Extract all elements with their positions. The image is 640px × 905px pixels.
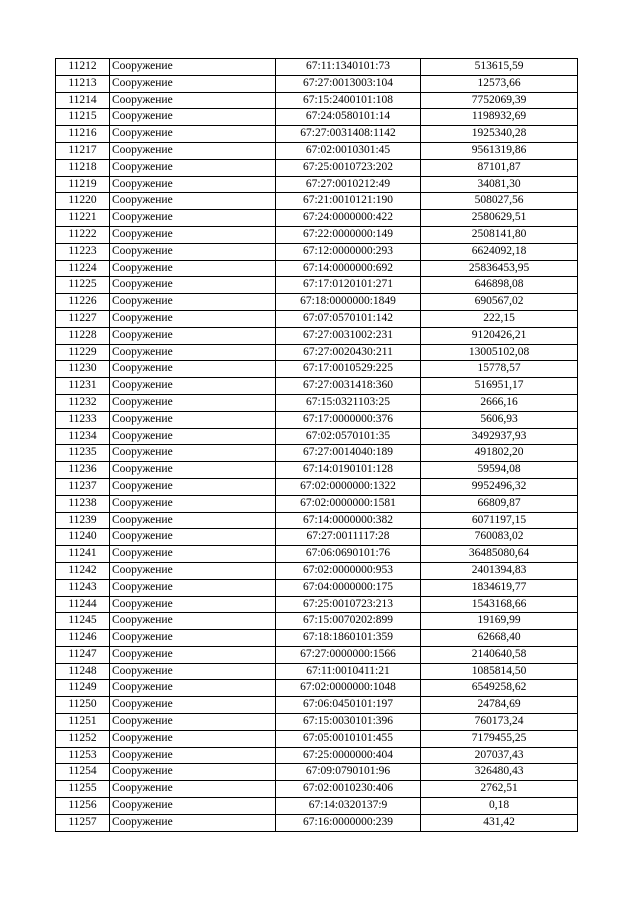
cadastral-value-cell: 7179455,25 xyxy=(421,730,578,747)
row-number-cell: 11240 xyxy=(56,529,110,546)
cadastral-number-cell: 67:22:0000000:149 xyxy=(276,226,421,243)
cadastral-number-cell: 67:25:0010723:202 xyxy=(276,159,421,176)
row-number-cell: 11213 xyxy=(56,75,110,92)
table-row xyxy=(56,59,578,76)
cadastral-value-cell: 326480,43 xyxy=(421,764,578,781)
table-row xyxy=(56,714,578,731)
cadastral-number-cell: 67:04:0000000:175 xyxy=(276,579,421,596)
cadastral-value-cell: 491802,20 xyxy=(421,445,578,462)
object-type-cell: Сооружение xyxy=(110,59,276,76)
row-number-cell: 11220 xyxy=(56,193,110,210)
object-type-cell: Сооружение xyxy=(110,142,276,159)
row-number-cell: 11225 xyxy=(56,277,110,294)
cadastral-value-cell: 5606,93 xyxy=(421,411,578,428)
object-type-cell: Сооружение xyxy=(110,730,276,747)
table-row xyxy=(56,428,578,445)
object-type-cell: Сооружение xyxy=(110,126,276,143)
object-type-cell: Сооружение xyxy=(110,445,276,462)
object-type-cell: Сооружение xyxy=(110,495,276,512)
table-row xyxy=(56,562,578,579)
table-row xyxy=(56,478,578,495)
row-number-cell: 11245 xyxy=(56,613,110,630)
cadastral-number-cell: 67:15:0070202:899 xyxy=(276,613,421,630)
object-type-cell: Сооружение xyxy=(110,75,276,92)
row-number-cell: 11241 xyxy=(56,546,110,563)
table-row xyxy=(56,142,578,159)
object-type-cell: Сооружение xyxy=(110,714,276,731)
table-row xyxy=(56,92,578,109)
cadastral-number-cell: 67:09:0790101:96 xyxy=(276,764,421,781)
table-row xyxy=(56,814,578,831)
cadastral-number-cell: 67:21:0010121:190 xyxy=(276,193,421,210)
cadastral-number-cell: 67:18:1860101:359 xyxy=(276,630,421,647)
row-number-cell: 11224 xyxy=(56,260,110,277)
cadastral-number-cell: 67:27:0000000:1566 xyxy=(276,646,421,663)
cadastral-value-cell: 760083,02 xyxy=(421,529,578,546)
table-row xyxy=(56,579,578,596)
cadastral-number-cell: 67:25:0000000:404 xyxy=(276,747,421,764)
table-row xyxy=(56,596,578,613)
cadastral-number-cell: 67:17:0010529:225 xyxy=(276,361,421,378)
row-number-cell: 11215 xyxy=(56,109,110,126)
cadastral-value-cell: 9561319,86 xyxy=(421,142,578,159)
table-row xyxy=(56,462,578,479)
cadastral-number-cell: 67:14:0000000:382 xyxy=(276,512,421,529)
object-type-cell: Сооружение xyxy=(110,747,276,764)
cadastral-value-cell: 36485080,64 xyxy=(421,546,578,563)
cadastral-number-cell: 67:15:0321103:25 xyxy=(276,394,421,411)
cadastral-value-cell: 1834619,77 xyxy=(421,579,578,596)
table-row xyxy=(56,260,578,277)
cadastral-number-cell: 67:27:0031408:1142 xyxy=(276,126,421,143)
cadastral-value-cell: 59594,08 xyxy=(421,462,578,479)
cadastral-number-cell: 67:02:0000000:1581 xyxy=(276,495,421,512)
cadastral-value-cell: 0,18 xyxy=(421,798,578,815)
row-number-cell: 11217 xyxy=(56,142,110,159)
row-number-cell: 11238 xyxy=(56,495,110,512)
object-type-cell: Сооружение xyxy=(110,411,276,428)
object-type-cell: Сооружение xyxy=(110,814,276,831)
row-number-cell: 11223 xyxy=(56,243,110,260)
object-type-cell: Сооружение xyxy=(110,478,276,495)
object-type-cell: Сооружение xyxy=(110,462,276,479)
table-row xyxy=(56,327,578,344)
table-row xyxy=(56,109,578,126)
object-type-cell: Сооружение xyxy=(110,92,276,109)
cadastral-value-cell: 1198932,69 xyxy=(421,109,578,126)
cadastral-number-cell: 67:18:0000000:1849 xyxy=(276,294,421,311)
cadastral-number-cell: 67:17:0120101:271 xyxy=(276,277,421,294)
row-number-cell: 11243 xyxy=(56,579,110,596)
table-row xyxy=(56,378,578,395)
object-type-cell: Сооружение xyxy=(110,109,276,126)
cadastral-number-cell: 67:05:0010101:455 xyxy=(276,730,421,747)
cadastral-number-cell: 67:27:0014040:189 xyxy=(276,445,421,462)
cadastral-value-cell: 66809,87 xyxy=(421,495,578,512)
table-row xyxy=(56,495,578,512)
cadastral-value-cell: 13005102,08 xyxy=(421,344,578,361)
table-row xyxy=(56,781,578,798)
object-type-cell: Сооружение xyxy=(110,764,276,781)
cadastral-number-cell: 67:14:0000000:692 xyxy=(276,260,421,277)
cadastral-value-cell: 6624092,18 xyxy=(421,243,578,260)
cadastral-value-cell: 431,42 xyxy=(421,814,578,831)
table-row xyxy=(56,294,578,311)
table-row xyxy=(56,310,578,327)
table-row xyxy=(56,226,578,243)
cadastral-number-cell: 67:07:0570101:142 xyxy=(276,310,421,327)
cadastral-number-cell: 67:14:0190101:128 xyxy=(276,462,421,479)
cadastral-value-cell: 24784,69 xyxy=(421,697,578,714)
row-number-cell: 11254 xyxy=(56,764,110,781)
cadastral-value-cell: 516951,17 xyxy=(421,378,578,395)
object-type-cell: Сооружение xyxy=(110,579,276,596)
table-row xyxy=(56,697,578,714)
table-row xyxy=(56,176,578,193)
cadastral-number-cell: 67:27:0010212:49 xyxy=(276,176,421,193)
object-type-cell: Сооружение xyxy=(110,697,276,714)
object-type-cell: Сооружение xyxy=(110,596,276,613)
object-type-cell: Сооружение xyxy=(110,226,276,243)
object-type-cell: Сооружение xyxy=(110,327,276,344)
cadastral-number-cell: 67:02:0000000:1322 xyxy=(276,478,421,495)
table-row xyxy=(56,277,578,294)
object-type-cell: Сооружение xyxy=(110,294,276,311)
table-row xyxy=(56,747,578,764)
object-type-cell: Сооружение xyxy=(110,344,276,361)
cadastral-number-cell: 67:27:0031418:360 xyxy=(276,378,421,395)
object-type-cell: Сооружение xyxy=(110,428,276,445)
cadastral-value-cell: 9120426,21 xyxy=(421,327,578,344)
object-type-cell: Сооружение xyxy=(110,562,276,579)
cadastral-value-table xyxy=(55,58,578,832)
row-number-cell: 11235 xyxy=(56,445,110,462)
row-number-cell: 11228 xyxy=(56,327,110,344)
object-type-cell: Сооружение xyxy=(110,613,276,630)
cadastral-value-cell: 6549258,62 xyxy=(421,680,578,697)
row-number-cell: 11257 xyxy=(56,814,110,831)
object-type-cell: Сооружение xyxy=(110,159,276,176)
cadastral-number-cell: 67:24:0580101:14 xyxy=(276,109,421,126)
row-number-cell: 11236 xyxy=(56,462,110,479)
cadastral-number-cell: 67:15:0030101:396 xyxy=(276,714,421,731)
row-number-cell: 11253 xyxy=(56,747,110,764)
cadastral-value-cell: 15778,57 xyxy=(421,361,578,378)
row-number-cell: 11212 xyxy=(56,59,110,76)
row-number-cell: 11256 xyxy=(56,798,110,815)
cadastral-value-cell: 1085814,50 xyxy=(421,663,578,680)
cadastral-number-cell: 67:11:0010411:21 xyxy=(276,663,421,680)
row-number-cell: 11221 xyxy=(56,210,110,227)
row-number-cell: 11222 xyxy=(56,226,110,243)
cadastral-value-cell: 508027,56 xyxy=(421,193,578,210)
table-row xyxy=(56,210,578,227)
row-number-cell: 11244 xyxy=(56,596,110,613)
cadastral-value-cell: 62668,40 xyxy=(421,630,578,647)
object-type-cell: Сооружение xyxy=(110,378,276,395)
object-type-cell: Сооружение xyxy=(110,781,276,798)
row-number-cell: 11248 xyxy=(56,663,110,680)
row-number-cell: 11233 xyxy=(56,411,110,428)
cadastral-number-cell: 67:27:0013003:104 xyxy=(276,75,421,92)
object-type-cell: Сооружение xyxy=(110,546,276,563)
cadastral-number-cell: 67:27:0020430:211 xyxy=(276,344,421,361)
table-row xyxy=(56,243,578,260)
cadastral-value-cell: 2580629,51 xyxy=(421,210,578,227)
table-row xyxy=(56,646,578,663)
object-type-cell: Сооружение xyxy=(110,260,276,277)
cadastral-value-cell: 222,15 xyxy=(421,310,578,327)
table-row xyxy=(56,411,578,428)
row-number-cell: 11230 xyxy=(56,361,110,378)
cadastral-number-cell: 67:16:0000000:239 xyxy=(276,814,421,831)
row-number-cell: 11234 xyxy=(56,428,110,445)
cadastral-number-cell: 67:02:0000000:1048 xyxy=(276,680,421,697)
table-row xyxy=(56,159,578,176)
row-number-cell: 11214 xyxy=(56,92,110,109)
object-type-cell: Сооружение xyxy=(110,630,276,647)
row-number-cell: 11232 xyxy=(56,394,110,411)
table-row xyxy=(56,445,578,462)
table-row xyxy=(56,344,578,361)
object-type-cell: Сооружение xyxy=(110,394,276,411)
cadastral-value-cell: 3492937,93 xyxy=(421,428,578,445)
table-row xyxy=(56,529,578,546)
table-row xyxy=(56,193,578,210)
cadastral-number-cell: 67:02:0010301:45 xyxy=(276,142,421,159)
cadastral-value-cell: 2762,51 xyxy=(421,781,578,798)
table-body xyxy=(56,59,578,832)
cadastral-value-cell: 34081,30 xyxy=(421,176,578,193)
object-type-cell: Сооружение xyxy=(110,176,276,193)
table-row xyxy=(56,75,578,92)
cadastral-value-cell: 2666,16 xyxy=(421,394,578,411)
cadastral-value-cell: 2401394,83 xyxy=(421,562,578,579)
row-number-cell: 11252 xyxy=(56,730,110,747)
cadastral-value-cell: 6071197,15 xyxy=(421,512,578,529)
cadastral-number-cell: 67:27:0031002:231 xyxy=(276,327,421,344)
cadastral-value-cell: 646898,08 xyxy=(421,277,578,294)
object-type-cell: Сооружение xyxy=(110,310,276,327)
row-number-cell: 11226 xyxy=(56,294,110,311)
row-number-cell: 11242 xyxy=(56,562,110,579)
object-type-cell: Сооружение xyxy=(110,361,276,378)
cadastral-number-cell: 67:24:0000000:422 xyxy=(276,210,421,227)
table-row xyxy=(56,361,578,378)
table-row xyxy=(56,730,578,747)
object-type-cell: Сооружение xyxy=(110,529,276,546)
object-type-cell: Сооружение xyxy=(110,663,276,680)
cadastral-number-cell: 67:02:0570101:35 xyxy=(276,428,421,445)
row-number-cell: 11231 xyxy=(56,378,110,395)
cadastral-value-cell: 513615,59 xyxy=(421,59,578,76)
table-row xyxy=(56,126,578,143)
row-number-cell: 11250 xyxy=(56,697,110,714)
object-type-cell: Сооружение xyxy=(110,512,276,529)
cadastral-value-cell: 19169,99 xyxy=(421,613,578,630)
cadastral-number-cell: 67:27:0011117:28 xyxy=(276,529,421,546)
cadastral-number-cell: 67:06:0690101:76 xyxy=(276,546,421,563)
row-number-cell: 11255 xyxy=(56,781,110,798)
row-number-cell: 11219 xyxy=(56,176,110,193)
row-number-cell: 11251 xyxy=(56,714,110,731)
cadastral-value-cell: 25836453,95 xyxy=(421,260,578,277)
cadastral-number-cell: 67:02:0010230:406 xyxy=(276,781,421,798)
cadastral-number-cell: 67:25:0010723:213 xyxy=(276,596,421,613)
cadastral-number-cell: 67:14:0320137:9 xyxy=(276,798,421,815)
cadastral-value-cell: 1543168,66 xyxy=(421,596,578,613)
row-number-cell: 11227 xyxy=(56,310,110,327)
table-row xyxy=(56,798,578,815)
cadastral-value-cell: 7752069,39 xyxy=(421,92,578,109)
row-number-cell: 11218 xyxy=(56,159,110,176)
cadastral-value-cell: 207037,43 xyxy=(421,747,578,764)
table-row xyxy=(56,764,578,781)
row-number-cell: 11249 xyxy=(56,680,110,697)
cadastral-number-cell: 67:15:2400101:108 xyxy=(276,92,421,109)
cadastral-number-cell: 67:06:0450101:197 xyxy=(276,697,421,714)
cadastral-number-cell: 67:17:0000000:376 xyxy=(276,411,421,428)
object-type-cell: Сооружение xyxy=(110,193,276,210)
row-number-cell: 11237 xyxy=(56,478,110,495)
row-number-cell: 11239 xyxy=(56,512,110,529)
row-number-cell: 11247 xyxy=(56,646,110,663)
table-row xyxy=(56,663,578,680)
object-type-cell: Сооружение xyxy=(110,277,276,294)
object-type-cell: Сооружение xyxy=(110,243,276,260)
cadastral-value-cell: 2140640,58 xyxy=(421,646,578,663)
table-row xyxy=(56,613,578,630)
row-number-cell: 11229 xyxy=(56,344,110,361)
object-type-cell: Сооружение xyxy=(110,210,276,227)
object-type-cell: Сооружение xyxy=(110,680,276,697)
cadastral-number-cell: 67:02:0000000:953 xyxy=(276,562,421,579)
table-row xyxy=(56,630,578,647)
cadastral-value-cell: 12573,66 xyxy=(421,75,578,92)
table-row xyxy=(56,512,578,529)
cadastral-value-cell: 9952496,32 xyxy=(421,478,578,495)
table-row xyxy=(56,546,578,563)
cadastral-number-cell: 67:11:1340101:73 xyxy=(276,59,421,76)
row-number-cell: 11216 xyxy=(56,126,110,143)
object-type-cell: Сооружение xyxy=(110,798,276,815)
cadastral-value-cell: 87101,87 xyxy=(421,159,578,176)
cadastral-value-cell: 2508141,80 xyxy=(421,226,578,243)
cadastral-value-cell: 760173,24 xyxy=(421,714,578,731)
table-row xyxy=(56,394,578,411)
cadastral-value-cell: 1925340,28 xyxy=(421,126,578,143)
object-type-cell: Сооружение xyxy=(110,646,276,663)
cadastral-value-cell: 690567,02 xyxy=(421,294,578,311)
cadastral-number-cell: 67:12:0000000:293 xyxy=(276,243,421,260)
row-number-cell: 11246 xyxy=(56,630,110,647)
table-row xyxy=(56,680,578,697)
